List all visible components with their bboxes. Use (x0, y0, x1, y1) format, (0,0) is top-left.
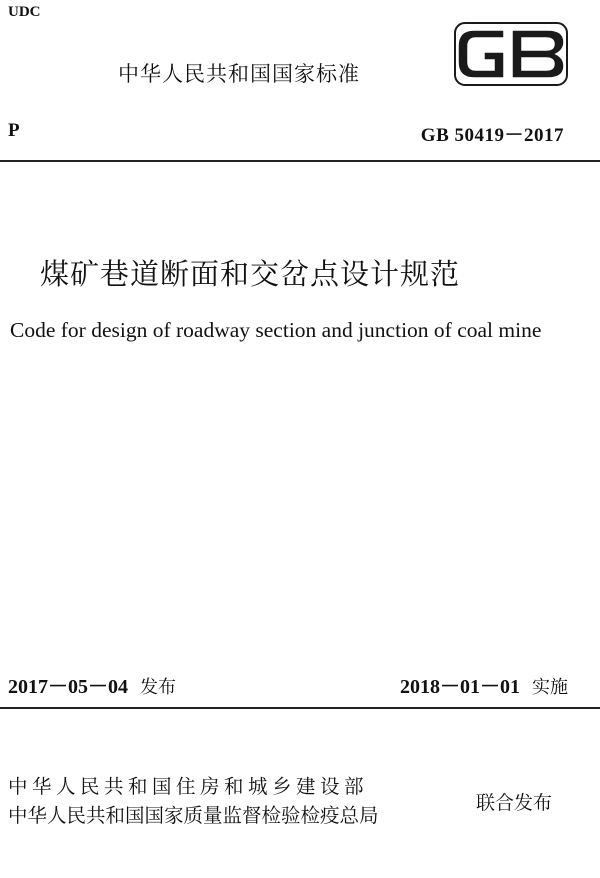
implementation-info (400, 670, 568, 699)
issue-label: 发布 (140, 677, 176, 698)
implementation-date: 2018－01－01 (400, 676, 520, 698)
issuer-quality-supervision: 中华人民共和国国家质量监督检验检疫总局 (8, 804, 379, 827)
title-chinese: 煤矿巷道断面和交岔点设计规范 (40, 257, 461, 291)
issue-date: 2017－05－04 (8, 676, 128, 698)
issuer-ministry-housing: 中华人民共和国住房和城乡建设部 (8, 775, 369, 798)
top-divider (0, 160, 600, 162)
implementation-label: 实施 (532, 677, 568, 698)
udc-label: UDC (8, 4, 41, 20)
gb-logo (452, 20, 570, 88)
joint-issue-label: 联合发布 (476, 792, 553, 814)
bottom-divider (0, 707, 600, 709)
standard-number: GB 50419－2017 (420, 125, 564, 146)
issue-info (8, 670, 176, 699)
standard-type: 中华人民共和国国家标准 (118, 62, 360, 86)
classification-code: P (8, 120, 20, 141)
title-english: Code for design of roadway section and junction of coal mine (10, 318, 542, 342)
